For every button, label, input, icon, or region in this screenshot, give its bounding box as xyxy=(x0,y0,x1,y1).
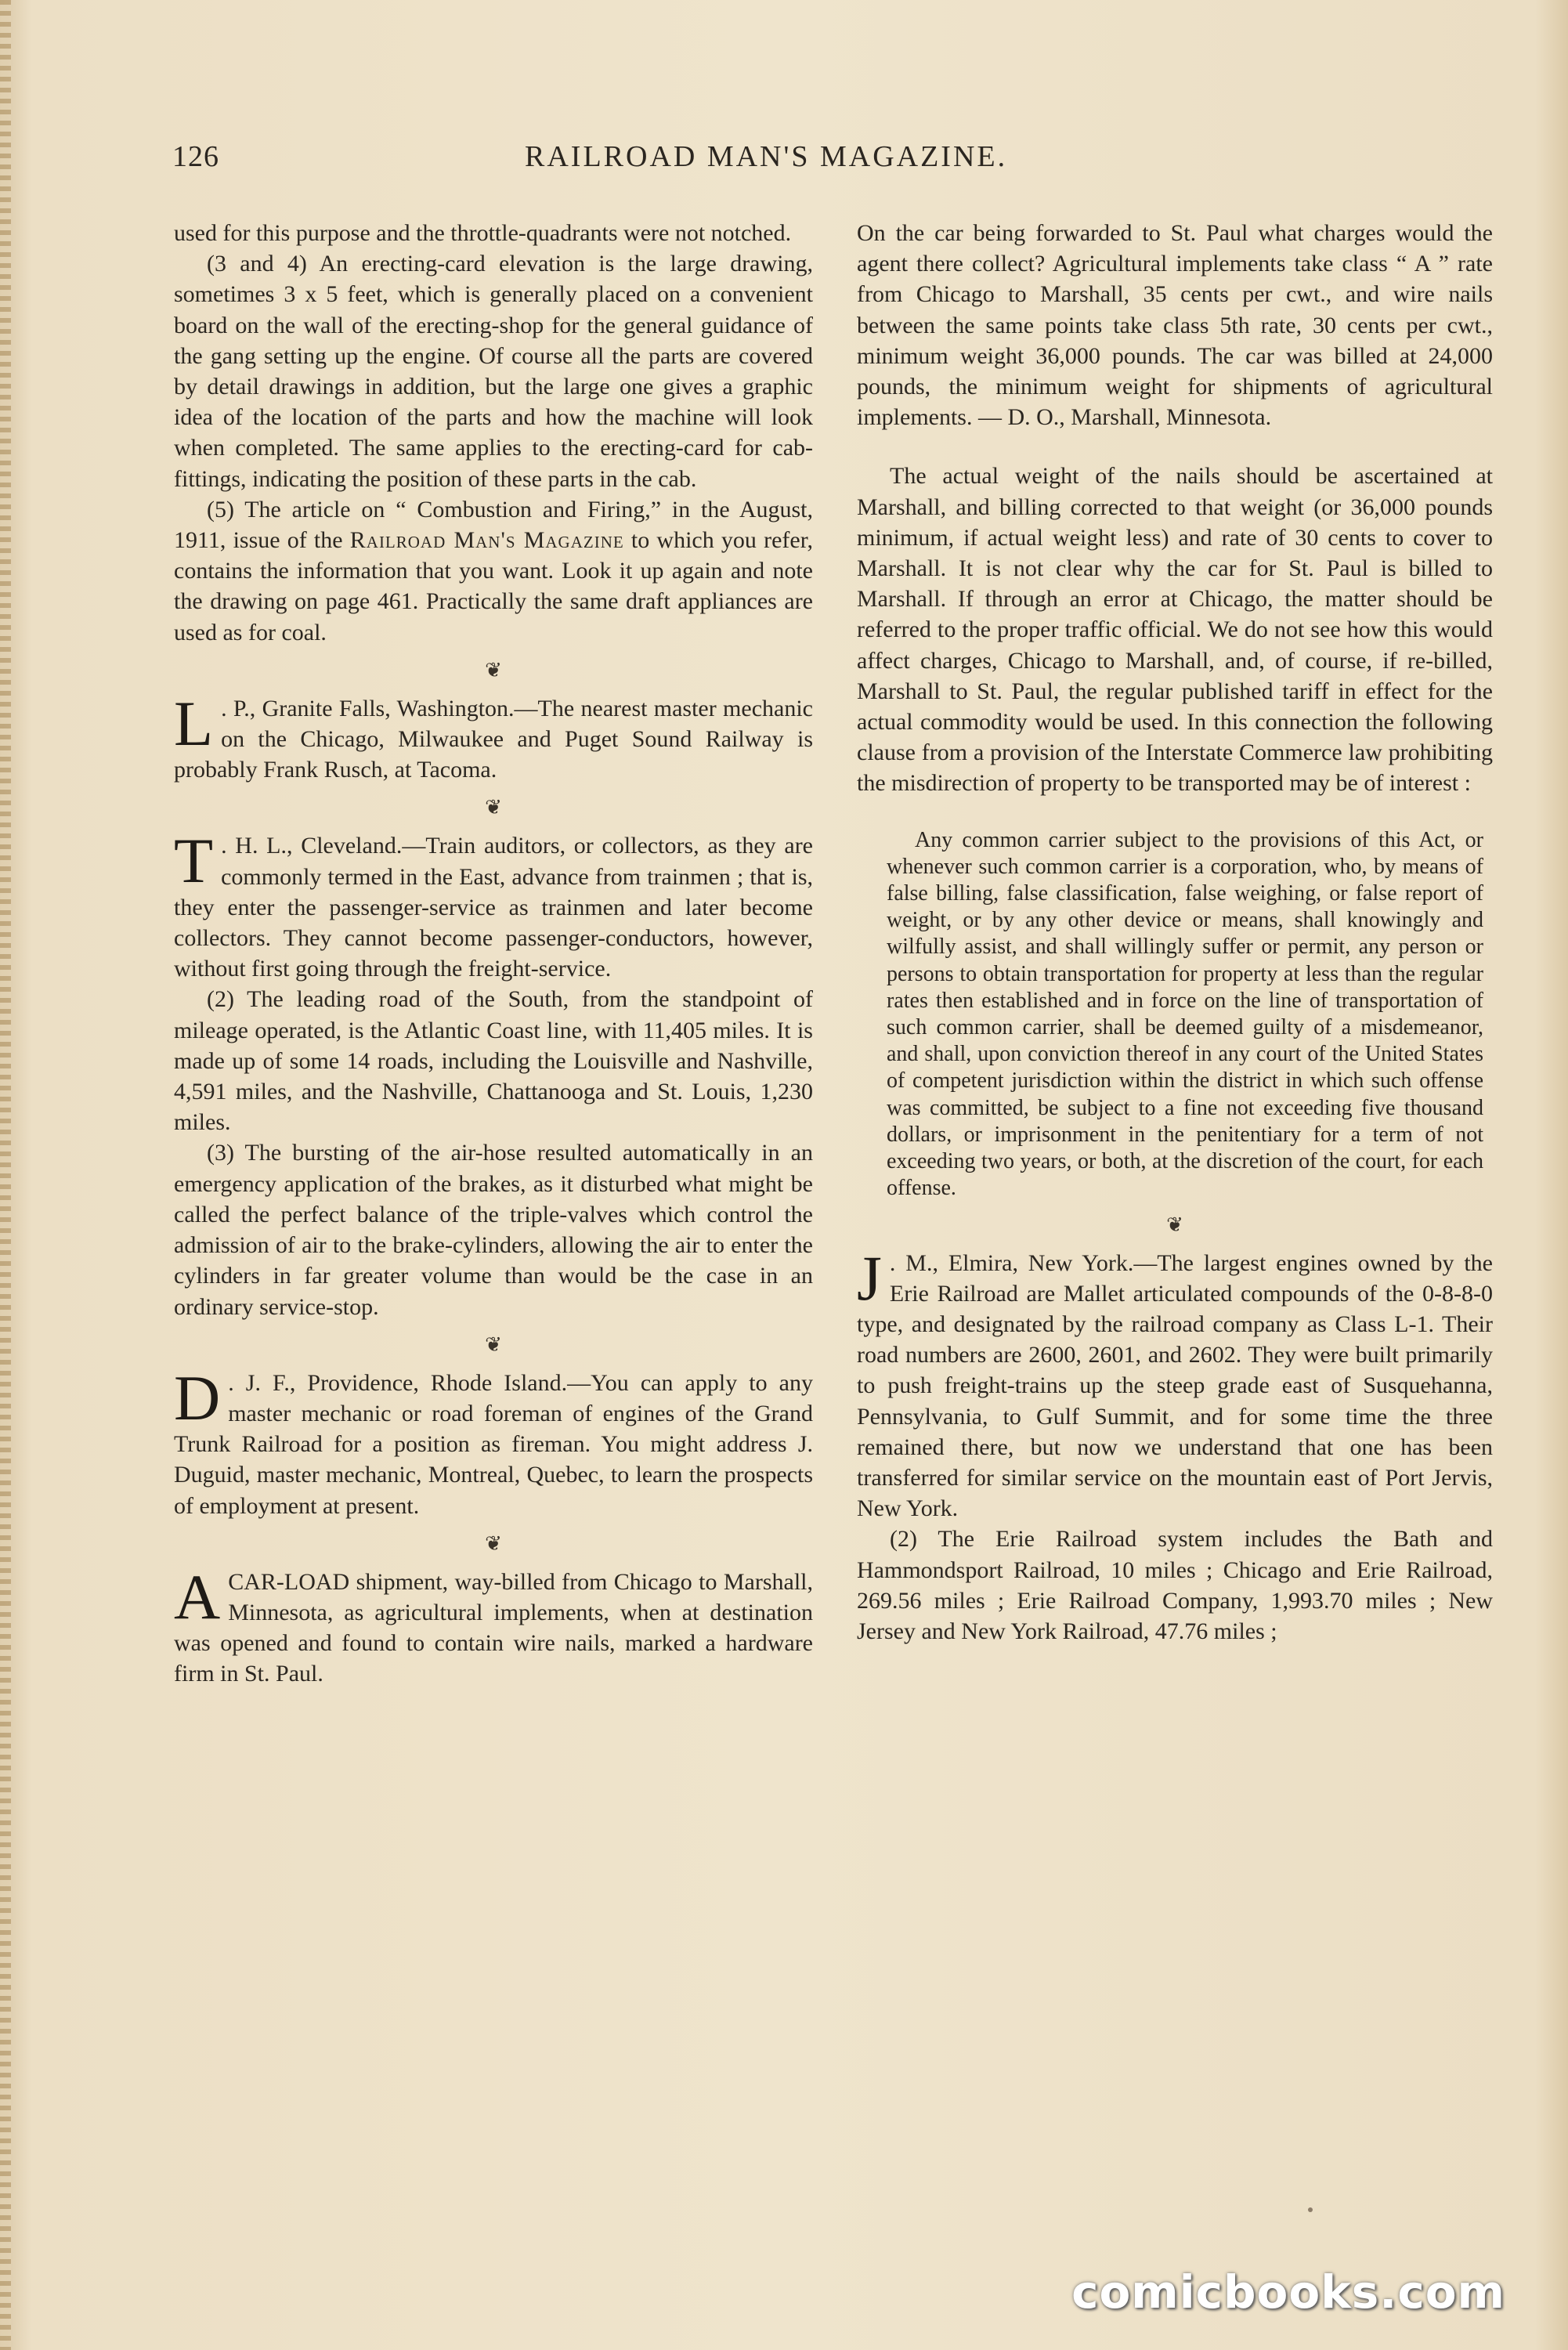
ornament-icon: ❦ xyxy=(485,1531,502,1555)
paragraph: used for this purpose and the throttle-quadrants were not notched. xyxy=(174,220,792,246)
ornament-icon: ❦ xyxy=(485,1332,502,1356)
paragraph: (2) The Erie Railroad system includes the Bath and Hammondsport Railroad, 10 miles ; Chicago and Erie Railroad, 269.56 miles ; Erie Railroad Company, 1,993.70 miles ; New Jersey and New York Railroad, 47.76 miles ; xyxy=(857,1526,1493,1644)
magazine-name: Railroad Man's Magazine xyxy=(349,527,624,554)
right-column xyxy=(857,218,1493,1647)
paragraph: (5) The article on “ Combustion and Firing,” in the August, 1911, issue of the Railroad Man's Magazine to which you refer, contains the information that you want. Look it up again and note the drawing on page 461. Practically the same draft appliances are used as for coal. xyxy=(174,496,814,645)
binding-edge xyxy=(0,0,11,2350)
quote-text: Any common carrier subject to the provisions of this Act, or whenever such common carrier is a corporation, who, by means of false billing, false classification, false weighing, or false report of weight, or by any other device or means, shall knowingly and wilfully assist, and shall willingly suffer or permit, any person or persons to obtain transportation for property at less than the regular rates then established and in force on the line of transportation of such common carrier, shall be deemed guilty of a misdemeanor, and shall, upon conviction thereof in any court of the United States of competent jurisdiction within the district in which such offense was committed, be subject to a fine not exceeding five thousand dollars, or imprisonment in the penitentiary for a term of not exceeding two years, or both, at the discretion of the court, for each offense. xyxy=(887,827,1483,1201)
print-speck xyxy=(1308,2207,1313,2212)
paragraph: (2) The leading road of the South, from the standpoint of mileage operated, is the Atlantic Coast line, with 11,405 miles. It is made up of some 14 roads, including the Louisville and Nashville, 4,591 miles, and the Nashville, Chattanooga and St. Louis, 1,230 miles. xyxy=(174,986,813,1136)
watermark-text: comicbooks.com xyxy=(1071,2265,1505,2319)
running-title: RAILROAD MAN'S MAGAZINE. xyxy=(525,140,1008,173)
paragraph: The actual weight of the nails should be ascertained at Marshall, and billing corrected to that weight (or 36,000 pounds minimum, if actual weight less) and rate of 30 cents to cover to Marshall. It is not clear why the car for St. Paul is billed to Marshall. If through an error at Chicago, the matter should be referred to the proper traffic official. We do not see how this would affect charges, Chicago to Marshall, and, of course, if re-billed, Marshall to St. Paul, the regular published tariff in effect for the actual commodity would be used. In this connection the following clause from a provision of the Interstate Commerce law prohibiting the misdirection of property to be transported may be of interest : xyxy=(857,463,1493,797)
ornament-icon: ❦ xyxy=(1166,1213,1183,1236)
ornament-icon: ❦ xyxy=(485,658,502,682)
quoted-law xyxy=(887,827,1483,1202)
letter-entry-lp: L . P., Granite Falls, Washington.—The nearest master mechanic on the Chicago, Milwaukee and Puget Sound Railway is probably Frank Rusch, at Tacoma. xyxy=(174,687,813,783)
letter-entry-jm: J . M., Elmira, New York.—The largest engines owned by the Erie Railroad are Mallet articulated compounds of the 0-8-8-0 type, and designated by the railroad company as Class L-1. Their road numbers are 2600, 2601, and 2602. They were built primarily to push freight-trains up the steep grade east of Susquehanna, Pennsylvania, to Gulf Summit, and for some time the three remained there, but now we understand that one has been transferred for similar service on the mountain east of Port Jervis, New York. xyxy=(857,1242,1493,1522)
drop-cap: D xyxy=(174,1361,221,1434)
drop-cap: T xyxy=(174,825,214,897)
letter-entry-thl: T . H. L., Cleveland.—Train auditors, or collectors, as they are commonly termed in the East, advance from trainmen ; that is, they enter the passenger-service as trainmen and later become collectors. They cannot become passenger-conductors, however, without first going through the freight-service. xyxy=(174,825,813,982)
drop-cap: L xyxy=(174,687,214,759)
page-number: 126 xyxy=(172,140,219,173)
drop-cap: J xyxy=(857,1242,882,1314)
page-header xyxy=(172,139,1496,186)
letter-entry-djf: D . J. F., Providence, Rhode Island.—You can apply to any master mechanic or road foreman of engines of the Grand Trunk Railroad for a position as fireman. You might address J. Duguid, master mechanic, Montreal, Quebec, to learn the prospects of employment at present. xyxy=(174,1361,813,1519)
drop-cap: A xyxy=(174,1560,221,1632)
letter-entry-carload: A CAR-LOAD shipment, way-billed from Chicago to Marshall, Minnesota, as agricultural implements, when at destination was opened and found to contain wire nails, marked a hardware firm in St. Paul. xyxy=(174,1560,813,1687)
paragraph: (3 and 4) An erecting-card elevation is the large drawing, sometimes 3 x 5 feet, which is generally placed on a convenient board on the wall of the erecting-shop for the general guidance of the gang setting up the engine. Of course all the parts are covered by detail drawings in addition, but the large one gives a graphic idea of the location of the parts and how the machine will look when completed. The same applies to the erecting-card for cab-fittings, indicating the position of these parts in the cab. xyxy=(174,251,813,492)
paragraph: (3) The bursting of the air-hose resulted automatically in an emergency application of the brakes, as it disturbed what might be called the perfect balance of the triple-valves which control the admission of air to the brake-cylinders, allowing the air to enter the cylinders in far greater volume than would be the case in an ordinary service-stop. xyxy=(174,1140,813,1320)
watermark-logo xyxy=(1071,2259,1505,2319)
left-column xyxy=(174,218,813,1690)
paragraph: On the car being forwarded to St. Paul what charges would the agent there collect? Agricultural implements take class “ A ” rate from Chicago to Marshall, 35 cents per cwt., and wire nails between the same points take class 5th rate, 30 cents per cwt., minimum weight 36,000 pounds. The car was billed at 24,000 pounds, the minimum weight for shipments of agricultural implements. — D. O., Marshall, Minnesota. xyxy=(857,220,1493,431)
ornament-icon: ❦ xyxy=(485,796,502,819)
